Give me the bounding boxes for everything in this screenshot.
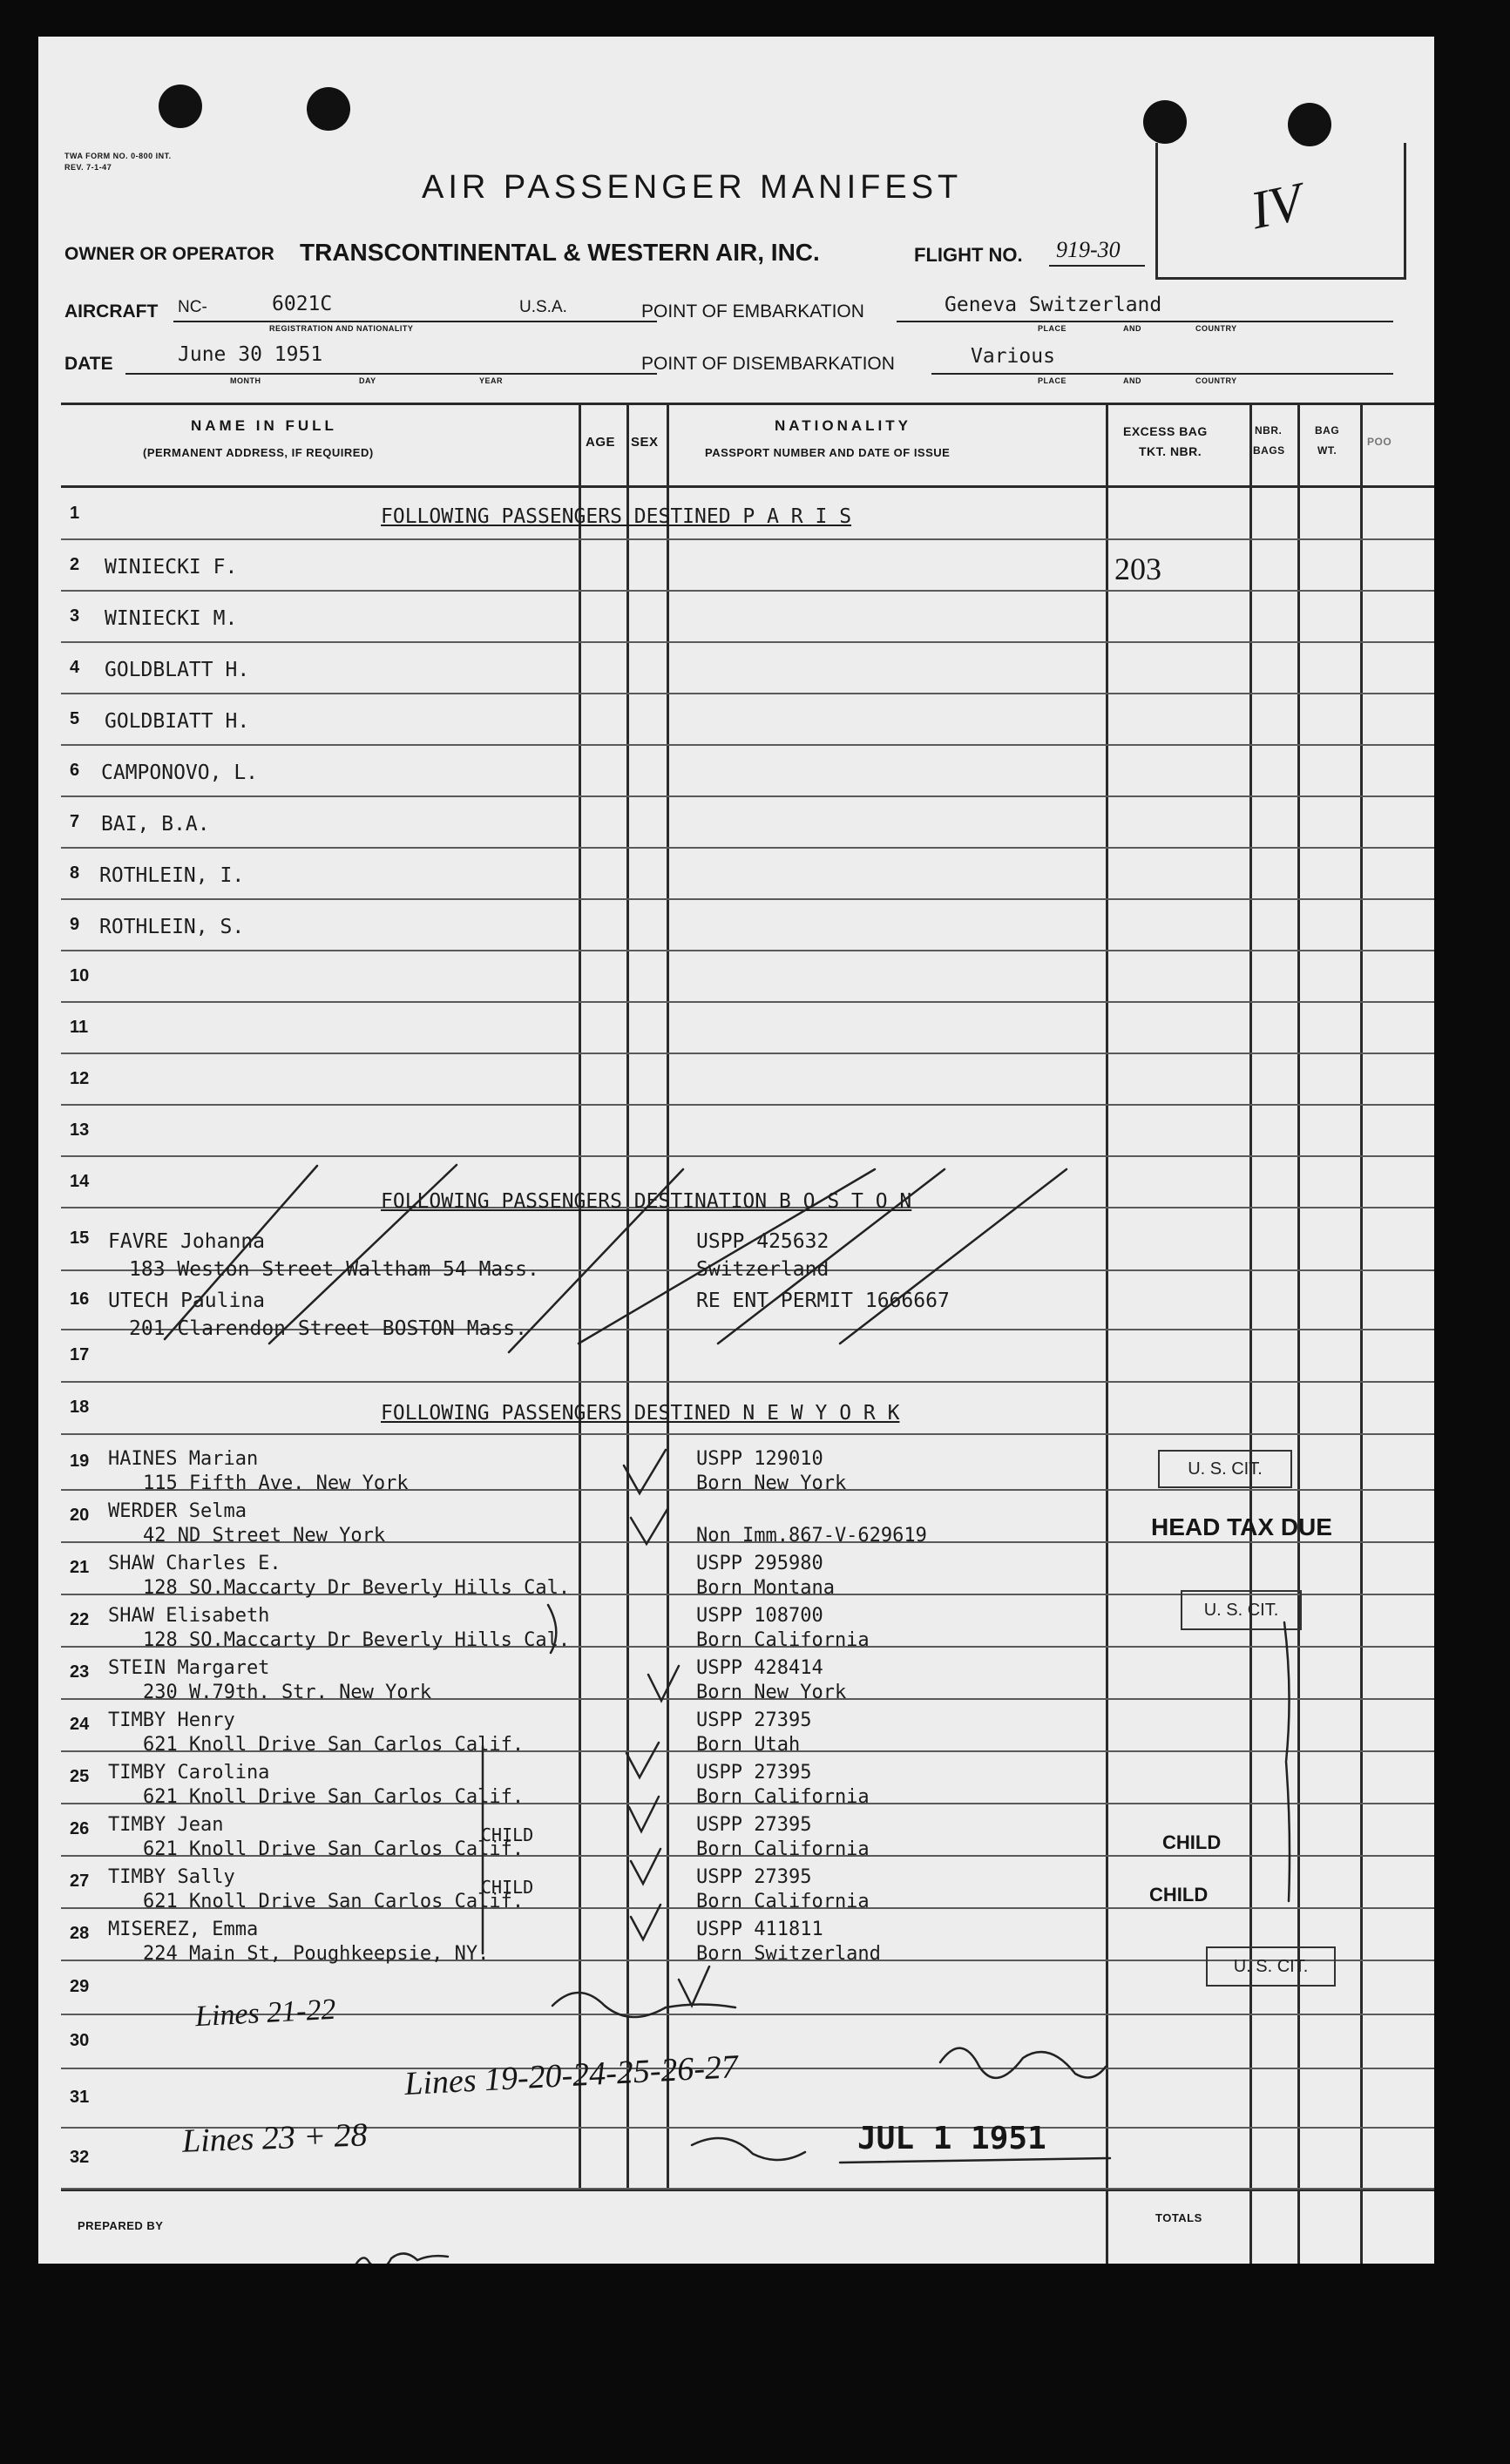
- name-column-header: NAME IN FULL: [191, 417, 337, 434]
- month-caption: MONTH: [230, 376, 261, 385]
- flight-label: FLIGHT NO.: [914, 244, 1023, 266]
- nationality-column-subheader: PASSPORT NUMBER AND DATE OF ISSUE: [705, 446, 951, 459]
- row-number: 2: [70, 555, 80, 574]
- passenger-nationality: USPP 129010: [696, 1448, 823, 1470]
- row-number: 7: [70, 812, 80, 831]
- passenger-nationality: USPP 27395: [696, 1866, 812, 1888]
- owner-value: TRANSCONTINENTAL & WESTERN AIR, INC.: [300, 239, 820, 266]
- row-number: 6: [70, 761, 80, 780]
- passenger-nationality: USPP 27395: [696, 1814, 812, 1836]
- passenger-name: TIMBY Carolina: [108, 1762, 270, 1784]
- passenger-name: TIMBY Henry: [108, 1709, 235, 1731]
- passenger-nationality: USPP 411811: [696, 1919, 823, 1940]
- passenger-nationality: USPP 108700: [696, 1605, 823, 1627]
- section-heading-boston: FOLLOWING PASSENGERS DESTINATION B O S T O N: [381, 1190, 912, 1213]
- passenger-name: TIMBY Sally: [108, 1866, 235, 1888]
- place-caption: PLACE: [1038, 324, 1067, 333]
- passenger-name: FAVRE Johanna: [108, 1230, 266, 1253]
- passenger-name: HAINES Marian: [108, 1448, 259, 1470]
- passenger-name: SHAW Elisabeth: [108, 1605, 270, 1627]
- check-mark: [629, 1797, 659, 1831]
- cross-out-stroke: [269, 1165, 457, 1344]
- prepared-by-label: PREPARED BY: [78, 2219, 164, 2232]
- passenger-nationality: Born Montana: [696, 1577, 835, 1599]
- check-mark: [648, 1666, 679, 1701]
- passenger-address: 230 W.79th. Str. New York: [143, 1682, 432, 1703]
- row-number: 15: [70, 1229, 90, 1248]
- passenger-name: UTECH Paulina: [108, 1290, 266, 1312]
- signature: [552, 1993, 735, 2017]
- row-number: 28: [70, 1924, 90, 1943]
- handwritten-note: Lines 19-20-24-25-26-27: [403, 2048, 739, 2102]
- passenger-name: ROTHLEIN, S.: [99, 916, 245, 938]
- disembarkation-label: POINT OF DISEMBARKATION: [641, 354, 895, 374]
- nationality-column-header: NATIONALITY: [775, 417, 912, 434]
- passenger-address: 621 Knoll Drive San Carlos Calif.: [143, 1786, 525, 1808]
- passenger-name: WINIECKI F.: [105, 556, 238, 579]
- bags-header: BAGS: [1253, 444, 1285, 457]
- signature: [940, 2048, 1106, 2078]
- wt-header: WT.: [1317, 444, 1337, 457]
- disembarkation-value: Various: [971, 345, 1055, 368]
- row-number: 27: [70, 1872, 90, 1891]
- check-mark: [626, 1743, 659, 1777]
- passenger-nationality: Born California: [696, 1629, 870, 1651]
- form-number: TWA FORM NO. 0-800 INT.: [64, 152, 172, 160]
- passenger-name: GOLDBIATT H.: [105, 710, 250, 733]
- aircraft-label: AIRCRAFT: [64, 301, 159, 322]
- passenger-name: ROTHLEIN, I.: [99, 864, 245, 887]
- row-number: 1: [70, 504, 80, 523]
- row-number: 4: [70, 658, 80, 677]
- registration-caption: REGISTRATION AND NATIONALITY: [269, 324, 414, 333]
- name-column-subheader: (PERMANENT ADDRESS, IF REQUIRED): [143, 446, 374, 459]
- row-number: 3: [70, 606, 80, 626]
- aircraft-prefix: NC-: [178, 298, 207, 316]
- passenger-name: SHAW Charles E.: [108, 1553, 281, 1574]
- passenger-address: 224 Main St, Poughkeepsie, NY.: [143, 1943, 490, 1965]
- passenger-address: 621 Knoll Drive San Carlos Calif.: [143, 1838, 525, 1860]
- signature: [352, 2253, 448, 2264]
- passenger-address: 115 Fifth Ave. New York: [143, 1472, 409, 1494]
- us-citizen-stamp: U. S. CIT.: [1181, 1590, 1302, 1630]
- bracket-mark: [548, 1605, 556, 1653]
- age-column-header: AGE: [586, 435, 616, 450]
- row-number: 22: [70, 1610, 90, 1629]
- passenger-address: 42 ND Street New York: [143, 1525, 386, 1547]
- owner-label: OWNER OR OPERATOR: [64, 244, 274, 264]
- and-caption: AND: [1123, 376, 1141, 385]
- row-number: 10: [70, 966, 90, 985]
- child-label-age: CHILD: [481, 1824, 534, 1845]
- passenger-name: GOLDBLATT H.: [105, 659, 250, 681]
- passenger-nationality: USPP 295980: [696, 1553, 823, 1574]
- passenger-address: 183 Weston Street Waltham 54 Mass.: [129, 1258, 539, 1281]
- handwritten-note: Lines 21-22: [194, 1993, 337, 2034]
- flight-value: 919-30: [1056, 237, 1121, 262]
- row-number: 17: [70, 1345, 90, 1364]
- passenger-nationality: Born Switzerland: [696, 1943, 881, 1965]
- passenger-nationality: Born Utah: [696, 1734, 801, 1756]
- bag-header: BAG: [1315, 424, 1340, 437]
- hand-marks-layer: [38, 37, 1434, 2264]
- cross-out-stroke: [165, 1166, 317, 1339]
- row-number: 8: [70, 863, 80, 883]
- form-revision: REV. 7-1-47: [64, 163, 112, 172]
- passenger-name: TIMBY Jean: [108, 1814, 224, 1836]
- passenger-address: 621 Knoll Drive San Carlos Calif.: [143, 1734, 525, 1756]
- manifest-sheet: [38, 37, 1434, 2264]
- row-number: 31: [70, 2088, 90, 2107]
- passenger-nationality: USPP 27395: [696, 1762, 812, 1784]
- us-citizen-stamp: U. S. CIT.: [1158, 1450, 1292, 1488]
- child-label-age: CHILD: [481, 1877, 534, 1898]
- passenger-address: 128 SO.Maccarty Dr Beverly Hills Cal.: [143, 1629, 571, 1651]
- year-caption: YEAR: [479, 376, 504, 385]
- day-caption: DAY: [359, 376, 376, 385]
- signature: [692, 2138, 805, 2160]
- row-number: 20: [70, 1506, 90, 1525]
- passenger-nationality: USPP 27395: [696, 1709, 812, 1731]
- bracket-mark: [1284, 1622, 1290, 1901]
- passenger-name: CAMPONOVO, L.: [101, 762, 259, 784]
- check-mark: [624, 1450, 666, 1493]
- row-number: 11: [70, 1018, 89, 1037]
- number-stamp: IV: [1245, 172, 1308, 241]
- totals-label: TOTALS: [1155, 2211, 1202, 2224]
- pool-header: POO: [1367, 436, 1392, 448]
- section-heading-newyork: FOLLOWING PASSENGERS DESTINED N E W Y O R K: [381, 1402, 900, 1425]
- passenger-name: MISEREZ, Emma: [108, 1919, 259, 1940]
- and-caption: AND: [1123, 324, 1141, 333]
- row-number: 23: [70, 1662, 90, 1682]
- date-label: DATE: [64, 354, 113, 374]
- passenger-nationality: Born California: [696, 1838, 870, 1860]
- date-received-stamp: JUL 1 1951: [857, 2121, 1046, 2156]
- row-number: 25: [70, 1767, 90, 1786]
- passenger-address: 128 SO.Maccarty Dr Beverly Hills Cal.: [143, 1577, 571, 1599]
- cross-out-stroke: [509, 1169, 683, 1352]
- check-mark: [679, 1966, 709, 2006]
- row-number: 9: [70, 915, 80, 934]
- passenger-nationality: Born New York: [696, 1682, 847, 1703]
- check-mark: [631, 1509, 667, 1544]
- passenger-name: WERDER Selma: [108, 1500, 247, 1522]
- row-number: 14: [70, 1172, 90, 1191]
- child-label-bag: CHILD: [1162, 1831, 1222, 1853]
- child-label-bag: CHILD: [1149, 1884, 1209, 1906]
- row-number: 5: [70, 709, 80, 728]
- form-title: AIR PASSENGER MANIFEST: [422, 169, 963, 206]
- row-number: 16: [70, 1290, 90, 1309]
- aircraft-country: U.S.A.: [519, 298, 567, 316]
- date-value: June 30 1951: [178, 343, 323, 366]
- row-number: 21: [70, 1558, 90, 1577]
- passenger-nationality: Born California: [696, 1891, 870, 1912]
- passenger-address: 621 Knoll Drive San Carlos Calif.: [143, 1891, 525, 1912]
- handwritten-note: Lines 23 + 28: [181, 2116, 369, 2160]
- passenger-name: WINIECKI M.: [105, 607, 238, 630]
- row-number: 18: [70, 1398, 90, 1417]
- passenger-nationality: Born California: [696, 1786, 870, 1808]
- check-mark: [631, 1905, 660, 1939]
- passenger-nationality: Non Imm.867-V-629619: [696, 1525, 927, 1547]
- row-number: 13: [70, 1120, 90, 1140]
- country-caption: COUNTRY: [1195, 324, 1237, 333]
- check-mark: [631, 1849, 660, 1884]
- row-number: 12: [70, 1069, 90, 1088]
- embarkation-value: Geneva Switzerland: [945, 294, 1162, 316]
- row-number: 24: [70, 1715, 90, 1734]
- row-number: 30: [70, 2031, 90, 2050]
- cross-out-stroke: [840, 1169, 1066, 1344]
- passenger-name: BAI, B.A.: [101, 813, 210, 836]
- country-caption: COUNTRY: [1195, 376, 1237, 385]
- passenger-name: STEIN Margaret: [108, 1657, 270, 1679]
- passenger-nationality: Born New York: [696, 1472, 847, 1494]
- nbr-header: NBR.: [1255, 424, 1283, 437]
- place-caption: PLACE: [1038, 376, 1067, 385]
- section-heading-paris: FOLLOWING PASSENGERS DESTINED P A R I S: [381, 505, 852, 528]
- row-number: 26: [70, 1819, 90, 1838]
- row-number: 32: [70, 2148, 90, 2167]
- sex-column-header: SEX: [631, 435, 659, 450]
- passenger-nationality: USPP 428414: [696, 1657, 823, 1679]
- pen-underline: [840, 2158, 1110, 2163]
- aircraft-value: 6021C: [272, 293, 333, 315]
- us-citizen-stamp: U. S. CIT.: [1206, 1946, 1336, 1987]
- passenger-nationality: Switzerland: [696, 1258, 829, 1281]
- passenger-nationality: USPP 425632: [696, 1230, 829, 1253]
- ticket-number-header: TKT. NBR.: [1139, 444, 1202, 458]
- excess-bag-header: EXCESS BAG: [1123, 424, 1208, 438]
- passenger-nationality: RE ENT PERMIT 1666667: [696, 1290, 950, 1312]
- passenger-address: 201 Clarendon Street BOSTON Mass.: [129, 1317, 527, 1340]
- row-number: 29: [70, 1977, 90, 1996]
- embarkation-label: POINT OF EMBARKATION: [641, 301, 864, 322]
- row-number: 19: [70, 1452, 90, 1471]
- excess-bag-ticket: 203: [1114, 552, 1161, 586]
- head-tax-due-stamp: HEAD TAX DUE: [1151, 1513, 1332, 1540]
